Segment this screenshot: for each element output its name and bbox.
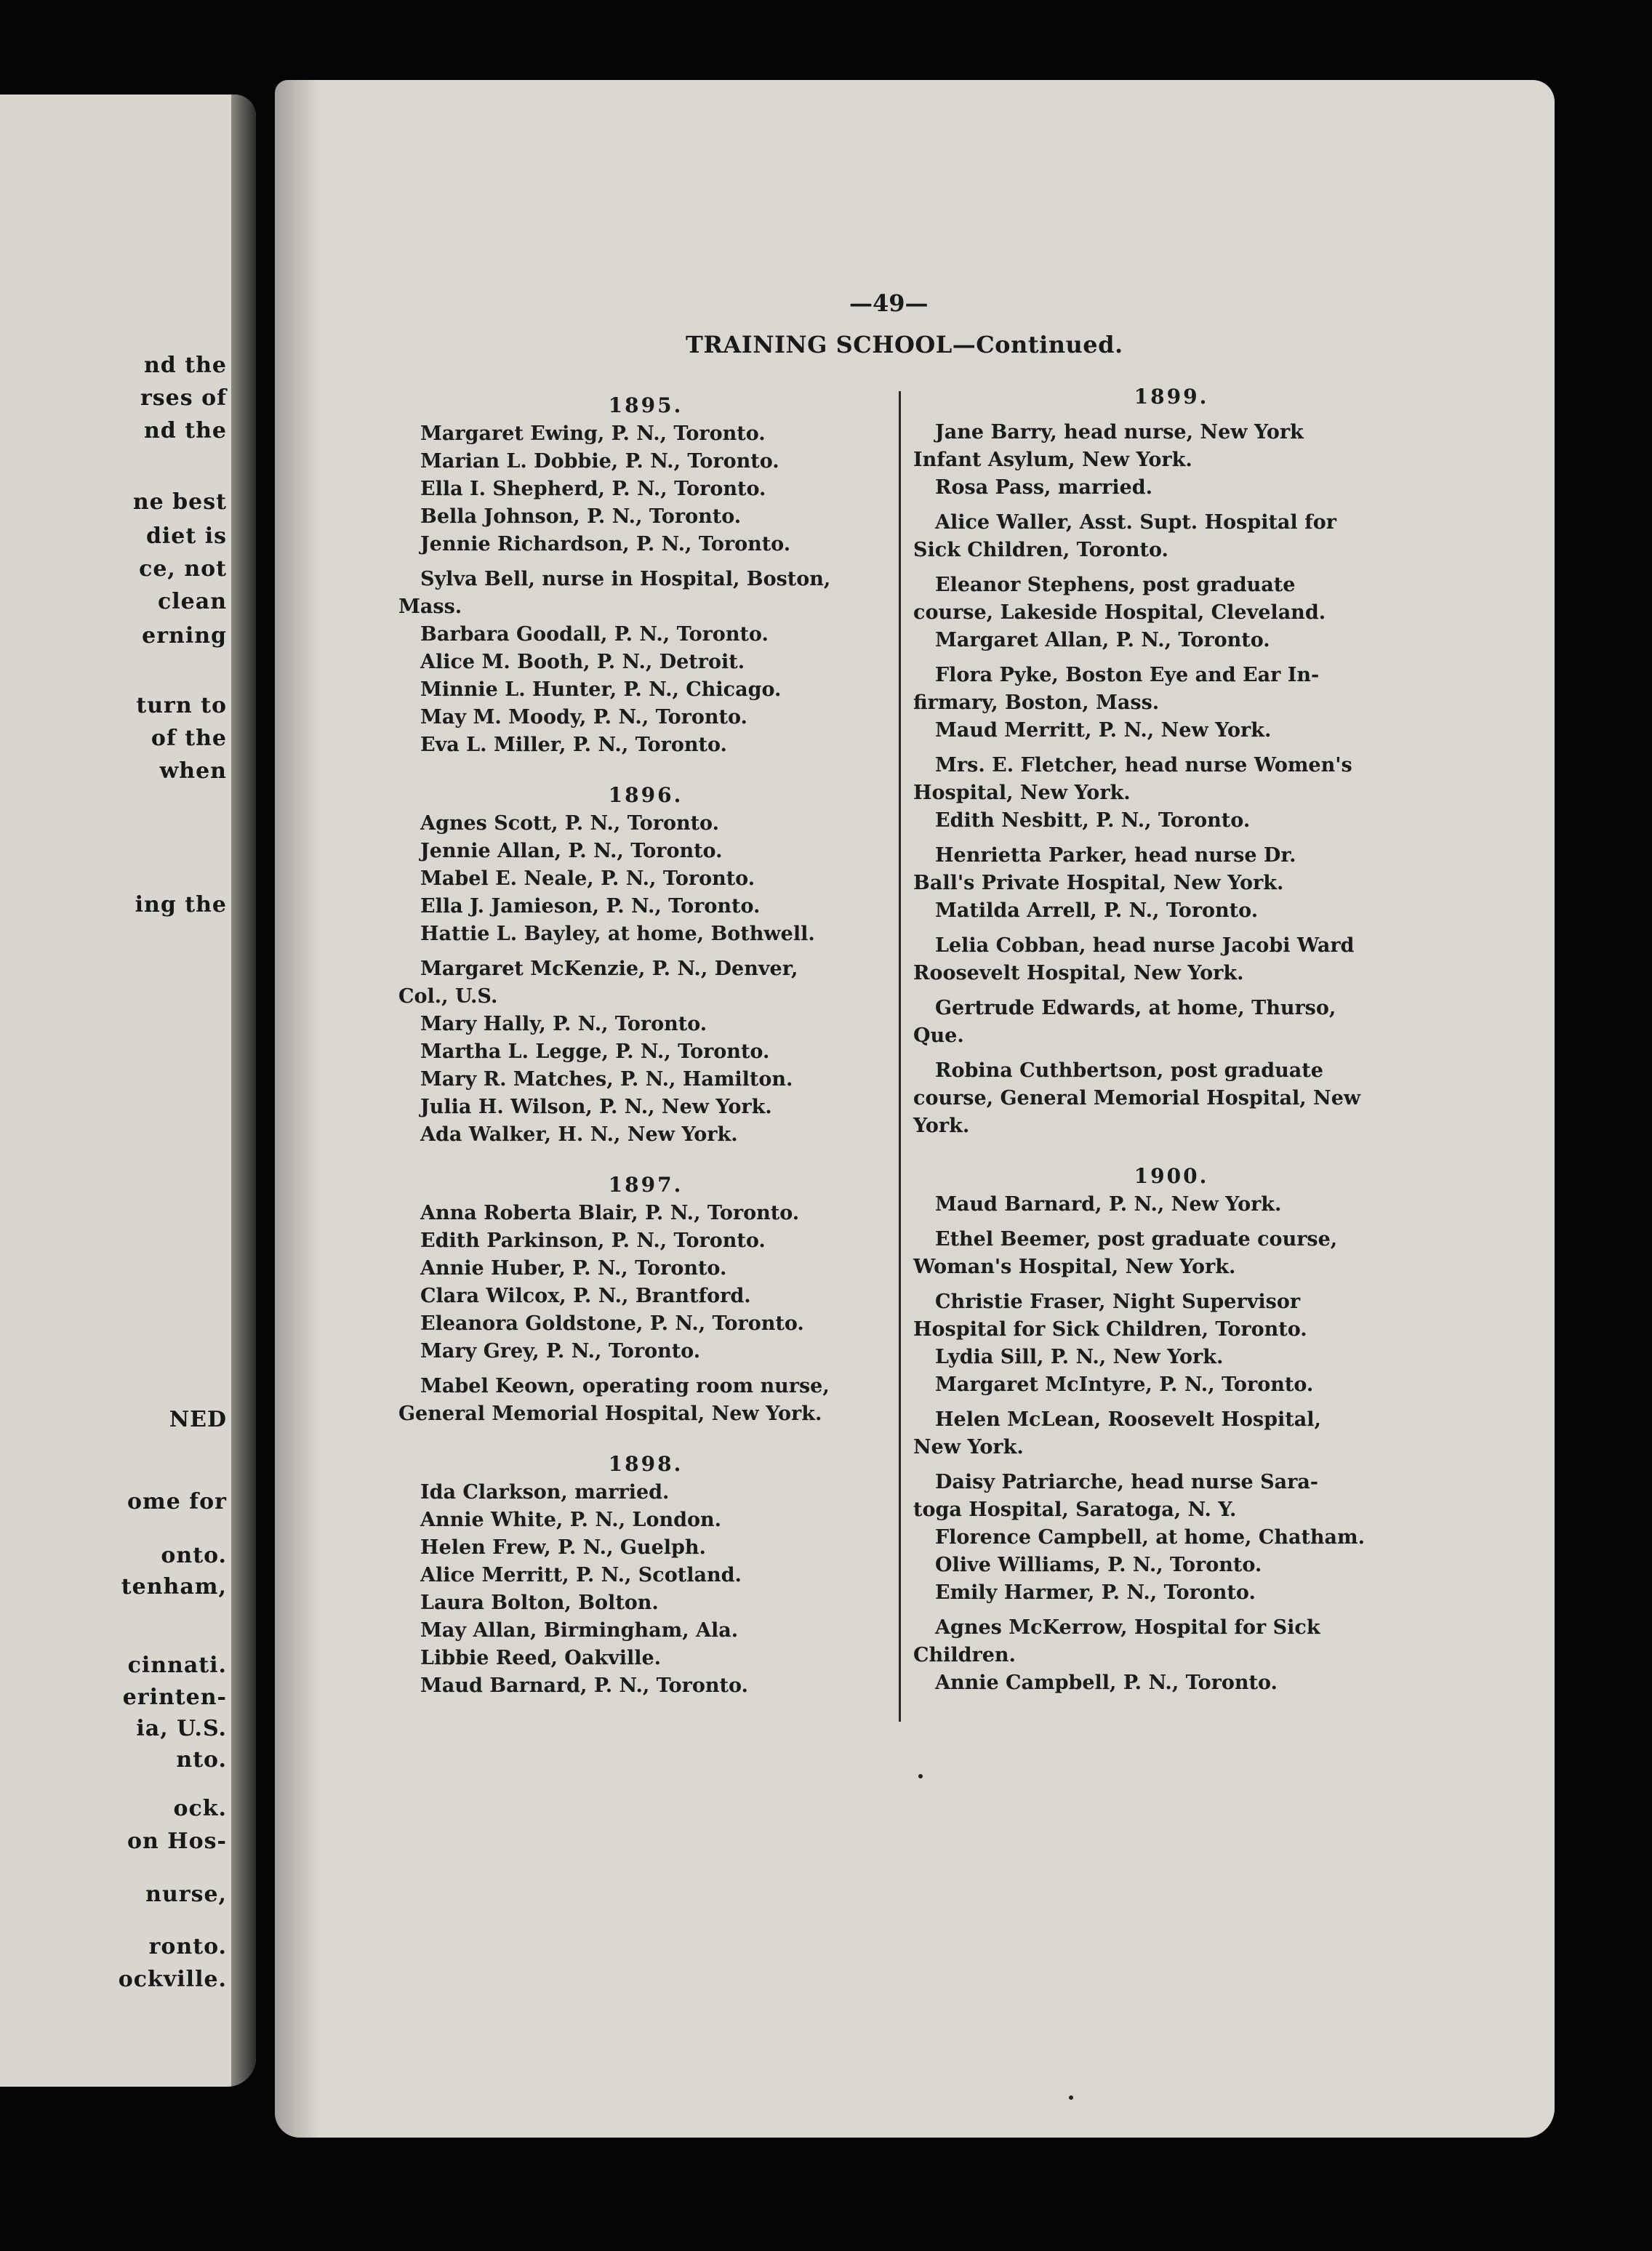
entry-line: Emily Harmer, P. N., Toronto. [935,1581,1256,1604]
year-heading: 1896. [608,783,683,807]
left-page-fragment: onto. [161,1543,227,1568]
graduate-entry [398,1589,893,1617]
left-page-fragment: when [159,758,227,784]
entry-line: Ella I. Shepherd, P. N., Toronto. [420,478,766,500]
entry-line: Maud Barnard, P. N., New York. [935,1193,1282,1216]
entry-line: firmary, Boston, Mass. [913,691,1160,714]
entry-line: Maud Barnard, P. N., Toronto. [420,1674,748,1697]
entry-line: Christie Fraser, Night Supervisor [935,1291,1301,1313]
left-page-fragment: rses of [140,385,227,411]
graduate-entry [913,995,1430,1050]
left-page-fragment: of the [151,726,227,751]
graduate-entry [913,807,1430,835]
entry-line: Woman's Hospital, New York. [913,1256,1236,1278]
left-page-fragment: ock. [173,1796,227,1821]
entry-line: toga Hospital, Saratoga, N. Y. [913,1498,1237,1521]
left-page-fragment: nto. [176,1747,227,1773]
entry-line: Annie White, P. N., London. [420,1509,722,1531]
entry-line: Daisy Patriarche, head nurse Sara- [935,1471,1319,1493]
year-heading: 1897. [608,1173,683,1197]
entry-line: Col., U.S. [398,985,498,1008]
entry-line: May Allan, Birmingham, Ala. [420,1619,739,1642]
graduate-entry [913,1406,1430,1461]
graduate-entry [398,1200,893,1227]
graduate-entry [913,1226,1430,1281]
graduate-entry [398,1562,893,1589]
graduate-entry [398,704,893,731]
entry-line: Margaret McKenzie, P. N., Denver, [420,958,798,980]
entry-line: Annie Campbell, P. N., Toronto. [935,1672,1278,1694]
graduate-entry [398,420,893,448]
entry-line: Jennie Richardson, P. N., Toronto. [420,533,791,555]
entry-line: Lydia Sill, P. N., New York. [935,1346,1224,1368]
left-page-fragment: NED [169,1407,227,1432]
entry-line: Agnes McKerrow, Hospital for Sick [935,1616,1320,1639]
entry-line: Gertrude Edwards, at home, Thurso, [935,997,1336,1019]
entry-line: Matilda Arrell, P. N., Toronto. [935,899,1259,922]
graduate-entry [398,1534,893,1562]
graduate-entry [398,1255,893,1283]
year-heading: 1900. [1134,1164,1209,1188]
entry-line: Lelia Cobban, head nurse Jacobi Ward [935,934,1355,957]
graduate-entry [913,419,1430,474]
graduate-entry [398,1672,893,1700]
entry-line: Alice Waller, Asst. Supt. Hospital for [935,511,1336,534]
entry-line: Alice Merritt, P. N., Scotland. [420,1564,742,1586]
graduate-entry [913,662,1430,717]
entry-line: Robina Cuthbertson, post graduate [935,1059,1323,1082]
entry-line: Annie Huber, P. N., Toronto. [420,1257,727,1280]
page-heading: TRAINING SCHOOL—Continued. [686,331,1123,358]
entry-line: Alice M. Booth, P. N., Detroit. [420,651,745,673]
graduate-entry [398,1645,893,1672]
graduate-entry [913,1288,1430,1344]
entry-line: Mabel Keown, operating room nurse, [420,1375,830,1397]
entry-line: Eleanora Goldstone, P. N., Toronto. [420,1312,804,1335]
column-divider [899,391,901,1722]
left-page-fragment: tenham, [121,1574,227,1600]
graduate-entry [398,1338,893,1365]
graduate-entry [398,1121,893,1149]
left-page-fragment: ronto. [148,1934,227,1959]
graduate-entry [398,1617,893,1645]
entry-line: course, General Memorial Hospital, New [913,1087,1361,1110]
entry-line: Florence Campbell, at home, Chatham. [935,1526,1366,1549]
entry-line: Julia H. Wilson, P. N., New York. [420,1096,772,1118]
graduate-entry [913,1552,1430,1579]
graduate-entry [913,1469,1430,1524]
entry-line: Barbara Goodall, P. N., Toronto. [420,623,769,646]
entry-line: Ida Clarkson, married. [420,1481,670,1504]
graduate-entry [398,503,893,531]
page-speck [1069,2095,1073,2100]
graduate-entry [913,1524,1430,1552]
entry-line: Rosa Pass, married. [935,476,1153,499]
entry-line: Marian L. Dobbie, P. N., Toronto. [420,450,779,473]
entry-line: Ella J. Jamieson, P. N., Toronto. [420,895,761,918]
graduate-entry [913,1579,1430,1607]
graduate-entry [398,448,893,476]
left-page-fragment: ome for [127,1489,227,1514]
graduate-entry [913,842,1430,897]
entry-line: Mary R. Matches, P. N., Hamilton. [420,1068,793,1091]
entry-line: Infant Asylum, New York. [913,449,1192,471]
graduate-entry [398,1038,893,1066]
graduate-entry [398,1283,893,1310]
entry-line: Margaret Allan, P. N., Toronto. [935,629,1270,651]
graduate-entry [398,621,893,649]
graduate-entry [913,571,1430,627]
entry-line: Hattie L. Bayley, at home, Bothwell. [420,923,815,945]
graduate-entry [398,731,893,759]
left-page-fragment: cinnati. [127,1653,227,1678]
entry-line: course, Lakeside Hospital, Cleveland. [913,601,1326,624]
entry-line: Edith Parkinson, P. N., Toronto. [420,1229,766,1252]
graduate-entry [398,1310,893,1338]
main-page [275,80,1555,2138]
entry-line: New York. [913,1436,1024,1458]
graduate-entry [398,1011,893,1038]
graduate-entry [398,1506,893,1534]
left-page-fragment: nurse, [145,1882,227,1907]
graduate-entry [398,1094,893,1121]
left-page-fragment: nd the [144,353,227,378]
entry-line: Mary Grey, P. N., Toronto. [420,1340,701,1363]
entry-line: Jane Barry, head nurse, New York [935,421,1304,444]
graduate-entry [398,1227,893,1255]
entry-line: Que. [913,1024,964,1047]
entry-line: Hospital for Sick Children, Toronto. [913,1318,1307,1341]
graduate-entry [913,627,1430,654]
graduate-entry [913,1057,1430,1140]
entry-line: Clara Wilcox, P. N., Brantford. [420,1285,751,1307]
graduate-entry [398,676,893,704]
left-page-fragment: nd the [144,418,227,444]
entry-line: Mary Hally, P. N., Toronto. [420,1013,707,1035]
entry-line: Eleanor Stephens, post graduate [935,574,1296,596]
entry-line: Agnes Scott, P. N., Toronto. [420,812,719,835]
entry-line: Bella Johnson, P. N., Toronto. [420,505,742,528]
graduate-entry [913,897,1430,925]
left-page-binding [231,95,256,2087]
page-number: —49— [849,289,929,317]
left-page-fragment: erning [142,623,227,649]
entry-line: Henrietta Parker, head nurse Dr. [935,844,1296,867]
entry-line: Ada Walker, H. N., New York. [420,1123,738,1146]
year-heading: 1899. [1134,385,1209,409]
entry-line: Eva L. Miller, P. N., Toronto. [420,734,727,756]
year-heading: 1895. [608,393,683,417]
entry-line: Laura Bolton, Bolton. [420,1592,659,1614]
entry-line: Olive Williams, P. N., Toronto. [935,1554,1262,1576]
left-page-edge [0,95,256,2087]
entry-line: Mrs. E. Fletcher, head nurse Women's [935,754,1352,777]
graduate-entry [398,893,893,920]
left-page-fragment: ing the [135,892,227,918]
graduate-entry [398,649,893,676]
graduate-entry [913,1344,1430,1371]
left-page-fragment: ockville. [118,1967,227,1992]
year-heading: 1898. [608,1452,683,1476]
left-page-fragment: erinten- [122,1685,227,1710]
left-page-fragment: ne best [132,489,227,515]
entry-line: Martha L. Legge, P. N., Toronto. [420,1040,770,1063]
graduate-entry [913,509,1430,564]
graduate-entry [913,717,1430,745]
entry-line: Maud Merritt, P. N., New York. [935,719,1272,742]
graduate-entry [398,810,893,838]
entry-line: Minnie L. Hunter, P. N., Chicago. [420,678,782,701]
graduate-entry [398,476,893,503]
entry-line: York. [913,1115,970,1137]
left-page-fragment: clean [158,589,227,614]
graduate-entry [398,865,893,893]
page-speck [918,1774,923,1778]
graduate-entry [398,566,893,621]
graduate-entry [913,932,1430,987]
graduate-entry [913,1669,1430,1697]
entry-line: Children. [913,1644,1016,1666]
entry-line: Roosevelt Hospital, New York. [913,962,1244,984]
graduate-entry [398,531,893,558]
graduate-entry [398,838,893,865]
entry-line: Sick Children, Toronto. [913,539,1168,561]
left-page-fragment: on Hos- [127,1829,227,1854]
entry-line: Anna Roberta Blair, P. N., Toronto. [420,1202,800,1224]
graduate-entry [913,752,1430,807]
entry-line: Sylva Bell, nurse in Hospital, Boston, [420,568,831,590]
graduate-entry [913,474,1430,502]
entry-line: Edith Nesbitt, P. N., Toronto. [935,809,1251,832]
entry-line: Helen Frew, P. N., Guelph. [420,1536,706,1559]
graduate-entry [398,955,893,1011]
entry-line: Helen McLean, Roosevelt Hospital, [935,1408,1321,1431]
left-column [398,385,893,1716]
graduate-entry [398,1479,893,1506]
graduate-entry [913,1371,1430,1399]
entry-line: Libbie Reed, Oakville. [420,1647,662,1669]
left-page-fragment: ia, U.S. [136,1716,227,1741]
right-column [913,377,1430,1713]
graduate-entry [398,1066,893,1094]
entry-line: Flora Pyke, Boston Eye and Ear In- [935,664,1320,686]
entry-line: Ball's Private Hospital, New York. [913,872,1284,894]
entry-line: May M. Moody, P. N., Toronto. [420,706,747,729]
left-page-fragment: ce, not [139,556,227,582]
left-page-fragment: diet is [145,523,227,549]
entry-line: Mabel E. Neale, P. N., Toronto. [420,867,755,890]
graduate-entry [913,1191,1430,1219]
entry-line: Ethel Beemer, post graduate course, [935,1228,1338,1251]
entry-line: Margaret McIntyre, P. N., Toronto. [935,1373,1314,1396]
entry-line: Jennie Allan, P. N., Toronto. [420,840,723,862]
entry-line: General Memorial Hospital, New York. [398,1403,822,1425]
graduate-entry [398,1373,893,1428]
left-page-fragment: turn to [136,693,227,718]
entry-line: Mass. [398,595,462,618]
entry-line: Hospital, New York. [913,782,1131,804]
graduate-entry [398,920,893,948]
entry-line: Margaret Ewing, P. N., Toronto. [420,422,766,445]
graduate-entry [913,1614,1430,1669]
